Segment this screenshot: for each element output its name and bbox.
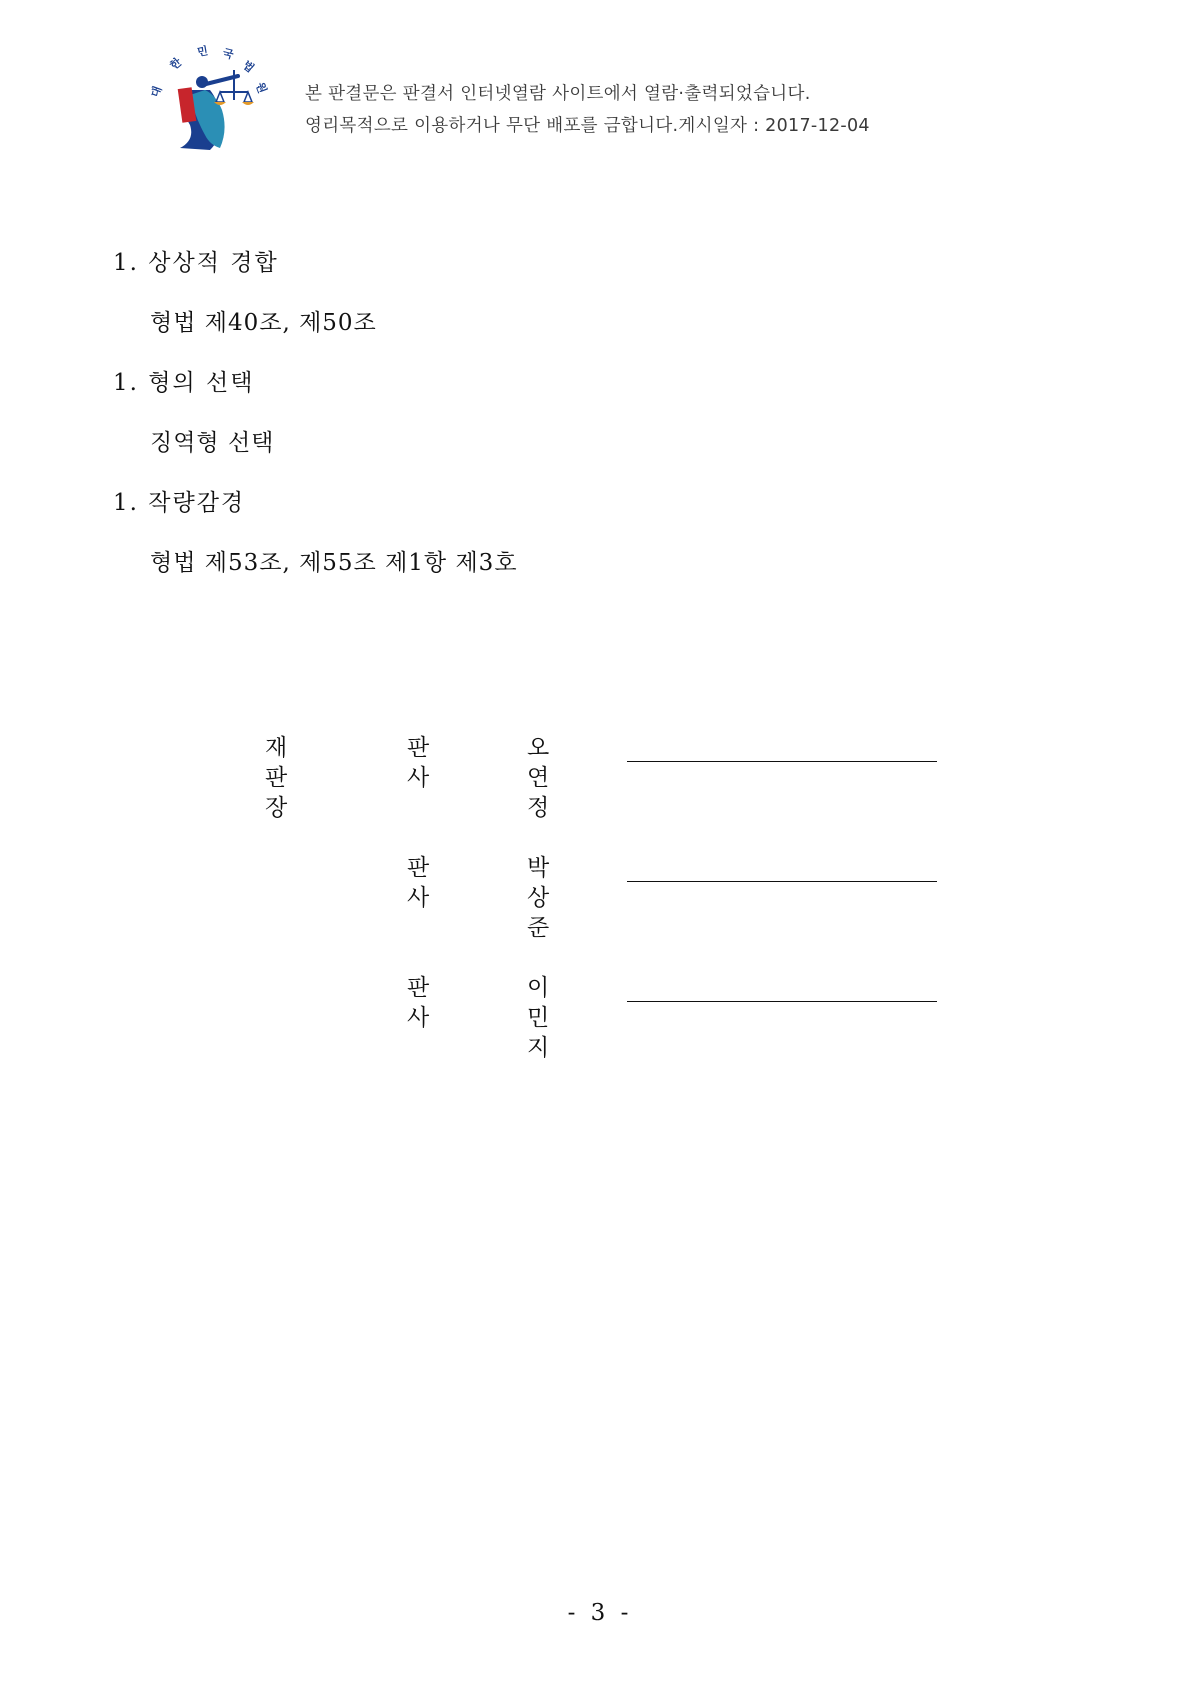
page-number: - 3 -: [567, 1600, 633, 1626]
svg-text:한: 한: [167, 55, 185, 73]
signature-line: [627, 761, 937, 762]
list-item: [113, 368, 518, 458]
signature-line: [627, 1001, 937, 1002]
court-logo: [150, 40, 275, 160]
scales-of-justice-icon: [150, 40, 275, 160]
svg-text:국: 국: [221, 46, 235, 62]
svg-text:민: 민: [196, 44, 209, 59]
signature-position: 판사: [407, 975, 432, 1031]
signature-position: 판사: [407, 735, 432, 791]
signature-position: 판사: [407, 855, 432, 911]
item-body: 형법 제53조, 제55조 제1항 제3호: [150, 550, 518, 576]
svg-text:대: 대: [150, 84, 165, 100]
signature-line: [627, 881, 937, 882]
svg-text:법: 법: [240, 58, 257, 76]
svg-text:원: 원: [253, 80, 270, 96]
item-body: 징역형 선택: [150, 430, 275, 456]
item-title: 1. 상상적 경합: [113, 250, 279, 276]
page-header: [150, 40, 950, 160]
signature-role: 재판장: [265, 735, 290, 821]
notice-line-2: 영리목적으로 이용하거나 무단 배포를 금합니다.게시일자 : 2017-12-04: [305, 116, 870, 136]
signature-name: 이민지: [527, 975, 552, 1061]
item-title: 1. 형의 선택: [113, 370, 255, 396]
list-item: [113, 488, 518, 578]
list-item: [113, 248, 518, 338]
notice-line-1: 본 판결문은 판결서 인터넷열람 사이트에서 열람·출력되었습니다.: [305, 84, 811, 104]
viewing-notice: [305, 78, 870, 142]
item-title: 1. 작량감경: [113, 490, 246, 516]
judgment-body: [113, 248, 518, 578]
signature-name: 박상준: [527, 855, 552, 941]
item-body: 형법 제40조, 제50조: [150, 310, 377, 336]
signature-name: 오연정: [527, 735, 552, 821]
